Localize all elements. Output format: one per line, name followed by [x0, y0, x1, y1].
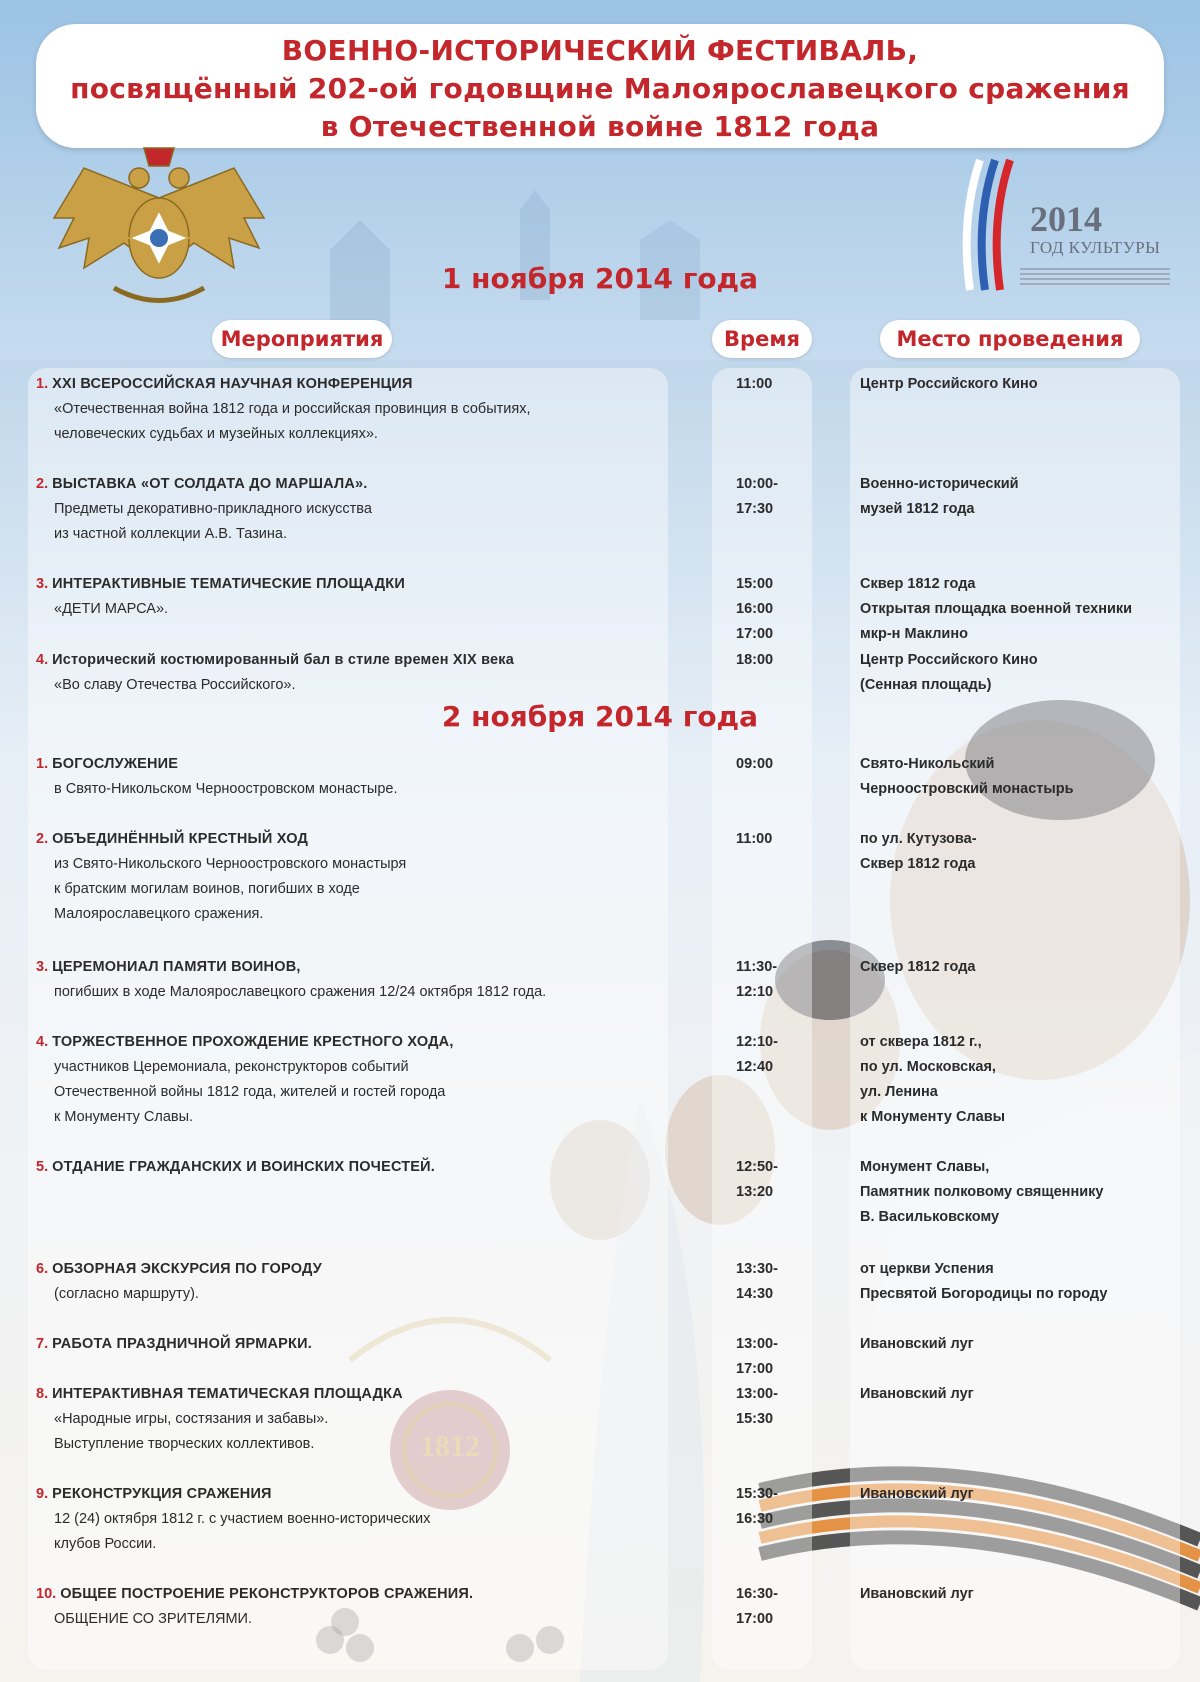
- column-header-time: Время: [712, 320, 812, 358]
- medal-1812-label: 1812: [420, 1430, 480, 1463]
- day1-event-3: 3. ИНТЕРАКТИВНЫЕ ТЕМАТИЧЕСКИЕ ПЛОЩАДКИ «ДЕТИ МАРСА».: [36, 576, 405, 617]
- day1-event-3-time: 15:00 16:00 17:00: [736, 576, 774, 642]
- day2-date: 2 ноября 2014 года: [441, 700, 759, 733]
- day2-event-1-time: 09:00: [736, 756, 774, 772]
- day1-event-2-place: Военно-исторический музей 1812 года: [860, 476, 1019, 517]
- culture-logo-fineprint: [1020, 268, 1170, 290]
- culture-logo-name: ГОД КУЛЬТУРЫ: [1030, 238, 1161, 257]
- day2-event-5-time: 12:50- 13:20: [736, 1159, 778, 1200]
- day1-event-1: 1. XXI ВСЕРОССИЙСКАЯ НАУЧНАЯ КОНФЕРЕНЦИЯ «Отечественная война 1812 года и российская провинция в событиях, человеческих судьбах и музейных коллекциях».: [36, 376, 531, 442]
- day2-event-10-time: 16:30- 17:00: [736, 1586, 778, 1627]
- column-header-events: Мероприятия: [212, 320, 392, 358]
- title-line-1: ВОЕННО-ИСТОРИЧЕСКИЙ ФЕСТИВАЛЬ,: [281, 34, 919, 67]
- day2-event-1: 1. БОГОСЛУЖЕНИЕ в Свято-Никольском Черноостровском монастыре.: [36, 756, 398, 797]
- day2-event-5: 5. ОТДАНИЕ ГРАЖДАНСКИХ И ВОИНСКИХ ПОЧЕСТЕЙ.: [36, 1159, 436, 1175]
- day2-event-4-place: от сквера 1812 г., по ул. Московская, ул. Ленина к Монументу Славы: [860, 1034, 1005, 1125]
- day2-event-3-time: 11:30- 12:10: [736, 959, 778, 1000]
- day2-event-5-place: Монумент Славы, Памятник полковому священнику В. Васильковскому: [860, 1159, 1104, 1225]
- day2-event-3: 3. ЦЕРЕМОНИАЛ ПАМЯТИ ВОИНОВ, погибших в ходе Малоярославецкого сражения 12/24 октября 1812 года.: [36, 959, 547, 1000]
- day2-event-10-place: Ивановский луг: [860, 1586, 974, 1602]
- day1-event-4-place: Центр Российского Кино (Сенная площадь): [860, 652, 1038, 693]
- day2-event-7-time: 13:00- 17:00: [736, 1336, 778, 1377]
- day2-event-2-time: 11:00: [736, 831, 773, 847]
- day2-event-4: 4. ТОРЖЕСТВЕННОЕ ПРОХОЖДЕНИЕ КРЕСТНОГО ХОДА, участников Церемониала, реконструкторов событий Отечественной войны 1812 года, жителей и гостей города к Монументу Славы.: [36, 1034, 454, 1125]
- day1-event-2-time: 10:00- 17:30: [736, 476, 778, 517]
- day2-event-7: 7. РАБОТА ПРАЗДНИЧНОЙ ЯРМАРКИ.: [36, 1336, 312, 1352]
- day1-event-1-time: 11:00: [736, 376, 773, 392]
- day1-date: 1 ноября 2014 года: [441, 262, 759, 295]
- day2-event-4-time: 12:10- 12:40: [736, 1034, 778, 1075]
- day1-event-4: 4. Исторический костюмированный бал в стиле времен XIX века «Во славу Отечества Российского».: [36, 652, 515, 693]
- day1-event-4-time: 18:00: [736, 652, 774, 668]
- day2-event-9-place: Ивановский луг: [860, 1486, 974, 1502]
- day2-event-6: 6. ОБЗОРНАЯ ЭКСКУРСИЯ ПО ГОРОДУ (согласно маршруту).: [36, 1261, 322, 1302]
- events-column-panel: [28, 368, 668, 1670]
- day2-event-8-time: 13:00- 15:30: [736, 1386, 778, 1427]
- double-headed-eagle-icon: [44, 138, 274, 318]
- day2-event-8: 8. ИНТЕРАКТИВНАЯ ТЕМАТИЧЕСКАЯ ПЛОЩАДКА «Народные игры, состязания и забавы». Выступление творческих коллективов.: [36, 1386, 403, 1452]
- day2-event-3-place: Сквер 1812 года: [860, 959, 976, 975]
- day2-event-7-place: Ивановский луг: [860, 1336, 974, 1352]
- title-line-3: в Отечественной войне 1812 года: [320, 110, 880, 143]
- day2-event-2-place: по ул. Кутузова- Сквер 1812 года: [860, 831, 977, 872]
- day2-event-9: 9. РЕКОНСТРУКЦИЯ СРАЖЕНИЯ 12 (24) октября 1812 г. с участием военно-исторических клубов России.: [36, 1486, 431, 1552]
- column-header-place: Место проведения: [880, 320, 1140, 358]
- day2-event-1-place: Свято-Никольский Черноостровский монастырь: [860, 756, 1074, 797]
- place-column-panel: [850, 368, 1180, 1670]
- title-line-2: посвящённый 202-ой годовщине Малоярославецкого сражения: [70, 72, 1130, 105]
- day2-event-6-place: от церкви Успения Пресвятой Богородицы по городу: [860, 1261, 1108, 1302]
- title-banner: [36, 24, 1164, 148]
- day2-event-2: 2. ОБЪЕДИНЁННЫЙ КРЕСТНЫЙ ХОД из Свято-Никольского Черноостровского монастыря к братским могилам воинов, погибших в ходе Малоярославецкого сражения.: [36, 831, 407, 922]
- day2-event-6-time: 13:30- 14:30: [736, 1261, 778, 1302]
- day2-event-10: 10. ОБЩЕЕ ПОСТРОЕНИЕ РЕКОНСТРУКТОРОВ СРАЖЕНИЯ. ОБЩЕНИЕ СО ЗРИТЕЛЯМИ.: [36, 1586, 474, 1627]
- day2-event-8-place: Ивановский луг: [860, 1386, 974, 1402]
- day1-event-2: 2. ВЫСТАВКА «ОТ СОЛДАТА ДО МАРШАЛА». Предметы декоративно-прикладного искусства из частной коллекции А.В. Тазина.: [36, 476, 372, 542]
- time-column-panel: [712, 368, 812, 1670]
- day1-event-1-place: Центр Российского Кино: [860, 376, 1038, 392]
- culture-logo-year: 2014: [1030, 199, 1102, 239]
- day1-event-3-place: Сквер 1812 года Открытая площадка военной техники мкр-н Маклино: [860, 576, 1133, 642]
- day2-event-9-time: 15:30- 16:30: [736, 1486, 778, 1527]
